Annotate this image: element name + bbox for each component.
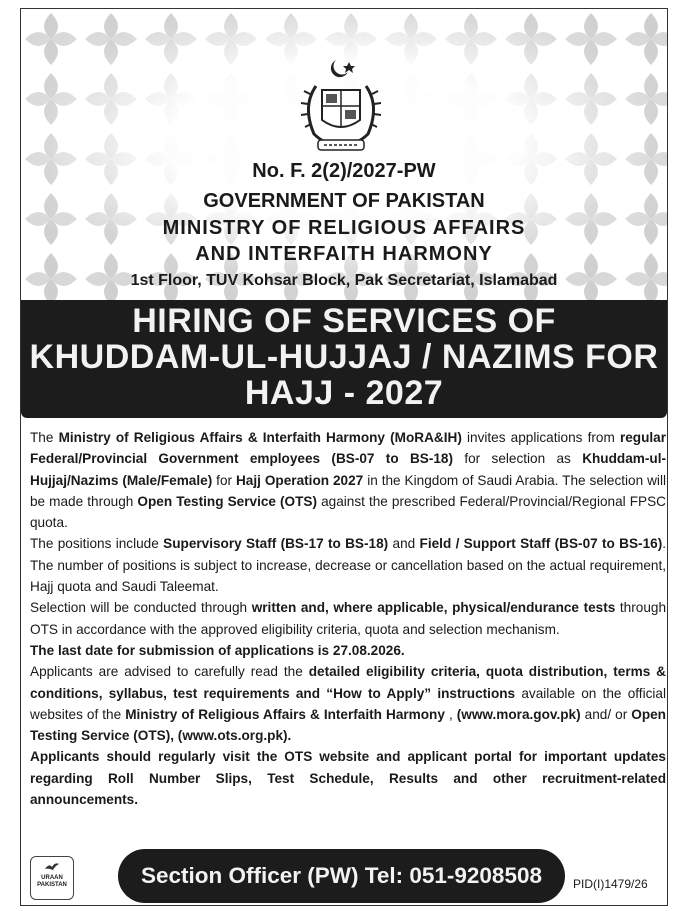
advertisement-body	[30, 427, 666, 810]
paragraph-positions	[30, 533, 666, 597]
logo-text-line2: PAKISTAN	[37, 882, 67, 888]
bold-text-run: written and, where applicable, physical/endurance tests	[251, 600, 616, 616]
bold-text-run: Ministry of Religious Affairs & Interfaith Harmony	[125, 706, 445, 722]
bold-text-run: (www.mora.gov.pk)	[456, 706, 581, 722]
bold-text-run: Open Testing Service (OTS)	[137, 493, 318, 509]
text-run: . The number of positions is subject to increase, decrease or cancellation based on the actual requirement, Hajj quota and Saudi Taleemat.	[30, 536, 667, 595]
text-run: The positions include	[30, 536, 164, 552]
bold-text-run: Supervisory Staff (BS-17 to BS-18)	[163, 536, 389, 552]
government-title: GOVERNMENT OF PAKISTAN	[203, 190, 485, 212]
text-run: and/ or	[580, 706, 632, 722]
text-run: for selection as	[453, 451, 583, 467]
text-run: against the prescribed Federal/Provincial/Regional FPSC quota.	[30, 493, 666, 531]
text-run: and	[388, 536, 420, 552]
paragraph-last-date	[30, 640, 666, 661]
text-run: for	[212, 472, 236, 488]
uraan-pakistan-logo	[30, 856, 74, 900]
logo-text-line1: URAAN	[41, 875, 63, 881]
ministry-address: 1st Floor, TUV Kohsar Block, Pak Secretariat, Islamabad	[130, 272, 558, 289]
text-run: Selection will be conducted through	[30, 600, 252, 616]
ministry-title-line2: AND INTERFAITH HARMONY	[195, 243, 493, 265]
paragraph-selection	[30, 597, 666, 640]
bold-text-run: Field / Support Staff (BS-07 to BS-16)	[419, 536, 663, 552]
ministry-title-line1: MINISTRY OF RELIGIOUS AFFAIRS	[162, 217, 526, 239]
paragraph-instructions	[30, 661, 666, 746]
reference-number: No. F. 2(2)/2027-PW	[252, 160, 436, 182]
banner-line-2: KHUDDAM-UL-HUJJAJ / NAZIMS FOR	[29, 338, 659, 376]
text-run: through OTS in accordance with the approved eligibility criteria, quota and selection mechanism.	[30, 600, 667, 637]
bold-text-run: Khuddam-ul-Hujjaj/Nazims (Male/Female)	[30, 451, 667, 488]
pid-number: PID(I)1479/26	[573, 877, 648, 891]
bird-icon	[44, 861, 60, 873]
text-run: in the Kingdom of Saudi Arabia. The selection will be made through	[30, 472, 666, 509]
text-run: invites applications from	[461, 430, 620, 445]
text-run: ,	[444, 706, 457, 722]
banner-line-1: HIRING OF SERVICES OF	[132, 302, 556, 340]
bold-text-run: Hajj Operation 2027	[235, 472, 364, 488]
contact-pill	[118, 849, 565, 903]
bold-text-run: detailed eligibility criteria, quota distribution, terms & conditions, syllabus, test requirements and “How to Apply” instructions	[30, 664, 667, 701]
bold-text-run: regular Federal/Provincial Government employees (BS-07 to BS-18)	[30, 430, 667, 467]
state-emblem-icon	[296, 56, 386, 156]
contact-text: Section Officer (PW) Tel: 051-9208508	[141, 863, 542, 888]
bold-text-run: Ministry of Religious Affairs & Interfaith Harmony (MoRA&IH)	[58, 430, 462, 445]
text-run: available on the official websites of the	[30, 685, 666, 722]
paragraph-intro	[30, 427, 666, 533]
paragraph-updates	[30, 746, 666, 810]
text-run: The	[30, 430, 59, 445]
hiring-banner	[21, 300, 667, 418]
bold-text-run: The last date for submission of applications is 27.08.2026.	[30, 642, 405, 658]
bold-text-run: Open Testing Service (OTS), (www.ots.org.pk).	[30, 706, 666, 744]
banner-line-3: HAJJ - 2027	[244, 374, 444, 412]
text-run: Applicants are advised to carefully read the	[30, 664, 309, 680]
bold-text-run: Applicants should regularly visit the OTS website and applicant portal for important updates regarding Roll Number Slips, Test Schedule, Results and other recruitment-related announcements.	[30, 749, 666, 808]
